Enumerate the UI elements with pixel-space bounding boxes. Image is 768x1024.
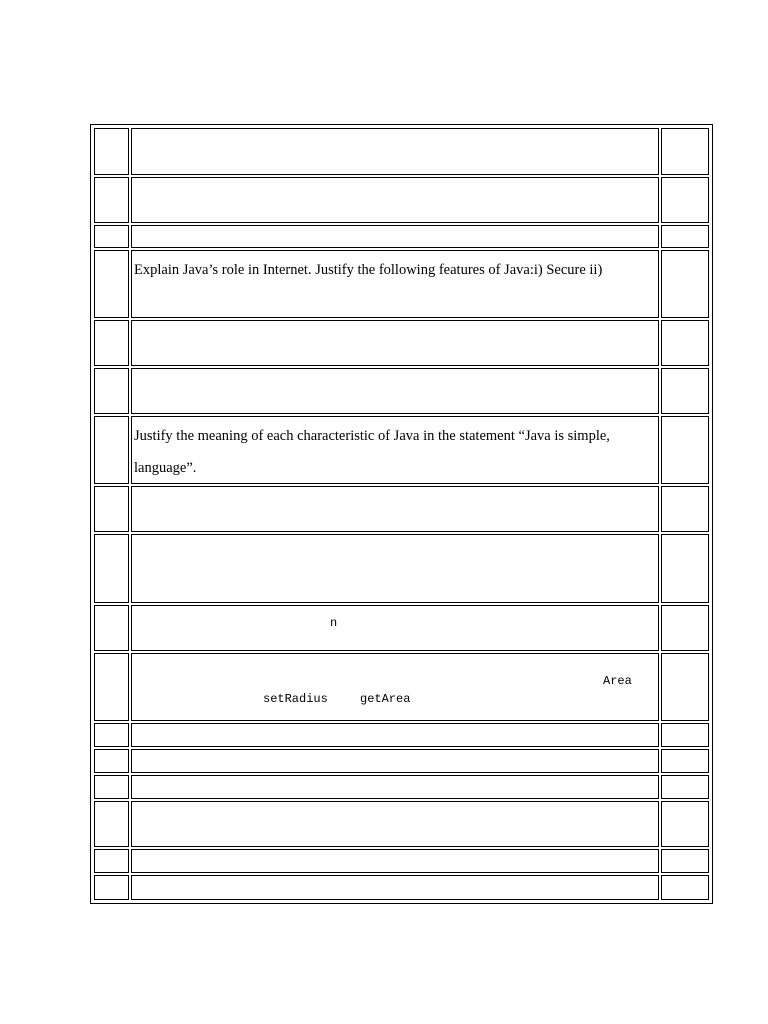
question-text-cell bbox=[131, 801, 659, 847]
code-identifier-setradius: setRadius bbox=[263, 692, 328, 706]
table-row bbox=[94, 534, 709, 603]
code-fragment bbox=[134, 606, 656, 646]
question-text-cell bbox=[131, 368, 659, 414]
code-identifier-getarea: getArea bbox=[360, 692, 411, 706]
question-text-cell bbox=[131, 486, 659, 532]
question-number-cell bbox=[94, 250, 129, 318]
question-number-cell bbox=[94, 653, 129, 721]
table-row bbox=[94, 225, 709, 248]
marks-cell bbox=[661, 250, 709, 318]
table-row bbox=[94, 605, 709, 651]
question-number-cell bbox=[94, 225, 129, 248]
question-text-cell bbox=[131, 416, 659, 484]
marks-cell bbox=[661, 653, 709, 721]
question-text-cell bbox=[131, 723, 659, 747]
question-text-continued: language”. bbox=[134, 460, 197, 476]
table-row bbox=[94, 320, 709, 366]
marks-cell bbox=[661, 486, 709, 532]
question-text-cell bbox=[131, 605, 659, 651]
table-row bbox=[94, 128, 709, 175]
question-number-cell bbox=[94, 534, 129, 603]
marks-cell bbox=[661, 749, 709, 773]
table-row bbox=[94, 749, 709, 773]
marks-cell bbox=[661, 128, 709, 175]
question-text-cell bbox=[131, 177, 659, 223]
code-identifier-area: Area bbox=[603, 674, 632, 688]
question-text-cell bbox=[131, 849, 659, 873]
marks-cell bbox=[661, 775, 709, 799]
question-number-cell bbox=[94, 775, 129, 799]
question-number-cell bbox=[94, 486, 129, 532]
code-fragment bbox=[134, 654, 656, 716]
question-text-cell bbox=[131, 128, 659, 175]
table-row bbox=[94, 250, 709, 318]
marks-cell bbox=[661, 801, 709, 847]
marks-cell bbox=[661, 605, 709, 651]
question-number-cell bbox=[94, 128, 129, 175]
question-table bbox=[92, 126, 711, 902]
question-text-cell bbox=[131, 775, 659, 799]
table-row bbox=[94, 801, 709, 847]
question-text-cell bbox=[131, 534, 659, 603]
question-number-cell bbox=[94, 177, 129, 223]
marks-cell bbox=[661, 416, 709, 484]
code-identifier-n: n bbox=[330, 616, 338, 630]
marks-cell bbox=[661, 368, 709, 414]
table-row bbox=[94, 177, 709, 223]
table-row bbox=[94, 775, 709, 799]
table-row bbox=[94, 416, 709, 484]
marks-cell bbox=[661, 849, 709, 873]
question-sheet bbox=[90, 124, 713, 904]
question-number-cell bbox=[94, 320, 129, 366]
question-number-cell bbox=[94, 875, 129, 900]
question-text-cell bbox=[131, 653, 659, 721]
table-row bbox=[94, 368, 709, 414]
question-text: Explain Java’s role in Internet. Justify the following features of Java:i) Secure ii) bbox=[134, 262, 603, 278]
question-number-cell bbox=[94, 416, 129, 484]
question-text: Justify the meaning of each characteristic of Java in the statement “Java is simple, bbox=[134, 428, 610, 444]
question-text-cell bbox=[131, 875, 659, 900]
table-row bbox=[94, 875, 709, 900]
question-number-cell bbox=[94, 849, 129, 873]
table-row bbox=[94, 486, 709, 532]
marks-cell bbox=[661, 225, 709, 248]
question-text-cell bbox=[131, 250, 659, 318]
question-number-cell bbox=[94, 605, 129, 651]
marks-cell bbox=[661, 320, 709, 366]
marks-cell bbox=[661, 534, 709, 603]
marks-cell bbox=[661, 875, 709, 900]
table-row bbox=[94, 849, 709, 873]
question-text-cell bbox=[131, 225, 659, 248]
marks-cell bbox=[661, 723, 709, 747]
question-text-cell bbox=[131, 320, 659, 366]
question-number-cell bbox=[94, 368, 129, 414]
question-text-cell bbox=[131, 749, 659, 773]
question-number-cell bbox=[94, 749, 129, 773]
marks-cell bbox=[661, 177, 709, 223]
question-number-cell bbox=[94, 723, 129, 747]
table-row bbox=[94, 653, 709, 721]
question-number-cell bbox=[94, 801, 129, 847]
